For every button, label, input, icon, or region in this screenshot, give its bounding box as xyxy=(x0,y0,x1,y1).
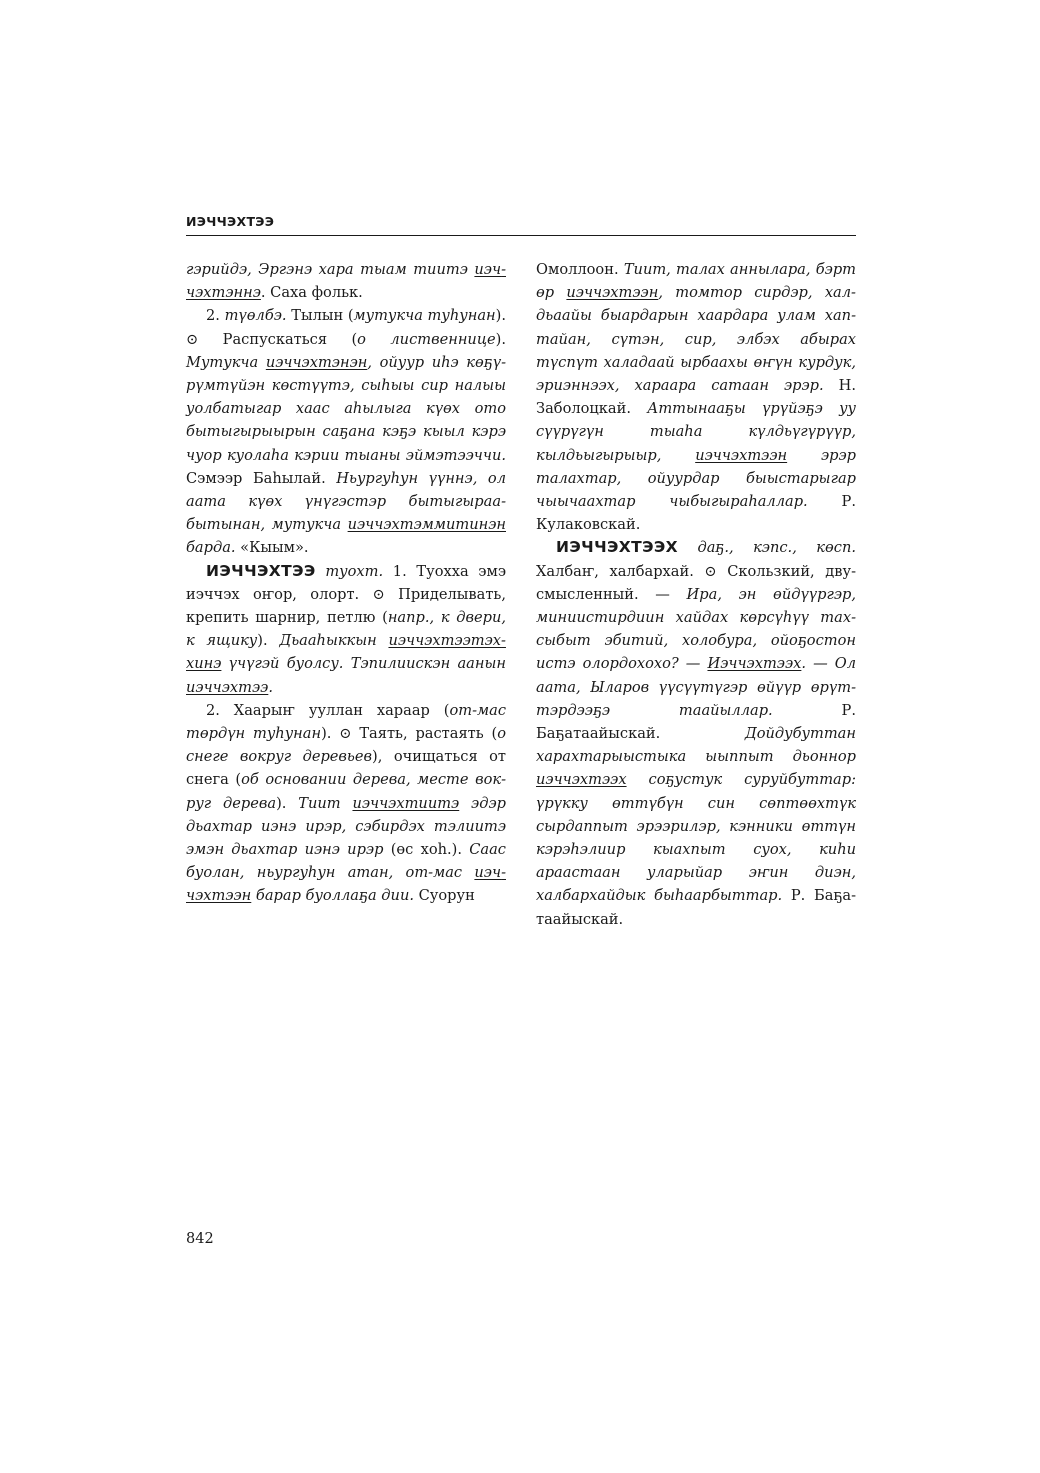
dictionary-entry: ИЭЧЧЭХТЭЭ туохт. 1. Туохха эмэ иэччэх оҥор, олорт. ⊙ Приделывать, крепить шарнир, петлю (напр., к двери, к ящику). Дьааһыккын иэччэхтээтэххинэ үчүгэй буолсу. Тэпилиискэн аанын иэччэхтээ. xyxy=(186,561,507,696)
headword: ИЭЧЧЭХТЭЭХ xyxy=(556,538,678,557)
paragraph: 2. түөлбэ. Тылын (мутукча туһунан). ⊙ Распускаться (о лиственнице). Мутукча иэччэхтэнэн, ойуур иһэ көҕүрүмтүйэн көстүүтэ, сыһыы сир налыы уолбатыгар хаас аһылыга күөх ото бытыгырыырын саҕана кэҕэ кыыл кэрэ чуор куолаһа кэрии тыаны эймэтээччи. Сэмээр Баһылай. Ньургуһун үүннэ, ол аата күөх үнүгэстэр бытыгыраабытынан, мутукча иэччэхтэммитинэн барда. «Кыым». xyxy=(186,307,507,557)
paragraph: гэрийдэ, Эргэнэ хара тыам тиитэ иэччэхтэннэ. Саха фольк. xyxy=(186,261,506,302)
headword: ИЭЧЧЭХТЭЭ xyxy=(206,561,316,580)
paragraph: 2. Хаарыҥ ууллан хараар (от-мас төрдүн туһунан). ⊙ Таять, растаять (о снеге вокруг деревьев), очищаться от снега (об основании дерева, месте вокруг дерева). Тиит иэччэхтиитэ эдэр дьахтар иэнэ ирэр, сэбирдэх тэлиитэ эмэн дьахтар иэнэ ирэр (өс хоһ.). Саас буолан, ньургуһун атан, от-мас иэччэхтээн барар буоллаҕа дии. Суорун xyxy=(186,701,507,905)
page-header xyxy=(186,212,856,236)
paragraph: Омоллоон. Тиит, талах аннылара, бэрт өр иэччэхтээн, томтор сирдэр, халдьаайы быардарын хаардара улам хаптайан, сүтэн, сир, элбэх абырах түспүт халадаай ырбаахы өҥүн курдук, эриэннээх, хараара сатаан эрэр. Н. Заболоцкай. Аттынааҕы үрүйэҕэ уу сүүрүгүн тыаһа күлдьүгүрүүр, кылдьыгырыыр, иэччэхтээн эрэр талахтар, ойуурдар быыстарыгар чыычаахтар чыбыгыраһаллар. Р. Кулаковскай. xyxy=(536,261,857,534)
page-number: 842 xyxy=(186,1231,214,1247)
running-head: ИЭЧЧЭХТЭЭ xyxy=(186,214,275,229)
left-column xyxy=(186,258,506,908)
dictionary-entry: ИЭЧЧЭХТЭЭХ даҕ., кэпс., көсп. Халбаҥ, халбархай. ⊙ Скользкий, двусмысленный. — Ира, эн өйдүүргэр, миниистирдиин хайдах көрсүһүү тахсыбыт эбитий, холобура, ойоҕостон истэ олордохохо? — Иэччэхтээх. — Ол аата, Ыларов үүсүүтүгэр өйүүр өрүттэрдээҕэ таайыллар. Р. Баҕатаайыскай. Дойдубуттан харахтарыыстыка ыыппыт дьоннор иэччэхтээх соҕустук суруйбуттар: үрүкку өттүбүн син сөптөөхтүк сырдаппыт эрээрилэр, кэнники өттүн кэрэһэлиир кыахпыт суох, киһи араастаан уларыйар эҥин диэн, халбархайдык быһаарбыттар. Р. Баҕатаайыскай. xyxy=(536,538,856,928)
right-column xyxy=(536,258,856,931)
